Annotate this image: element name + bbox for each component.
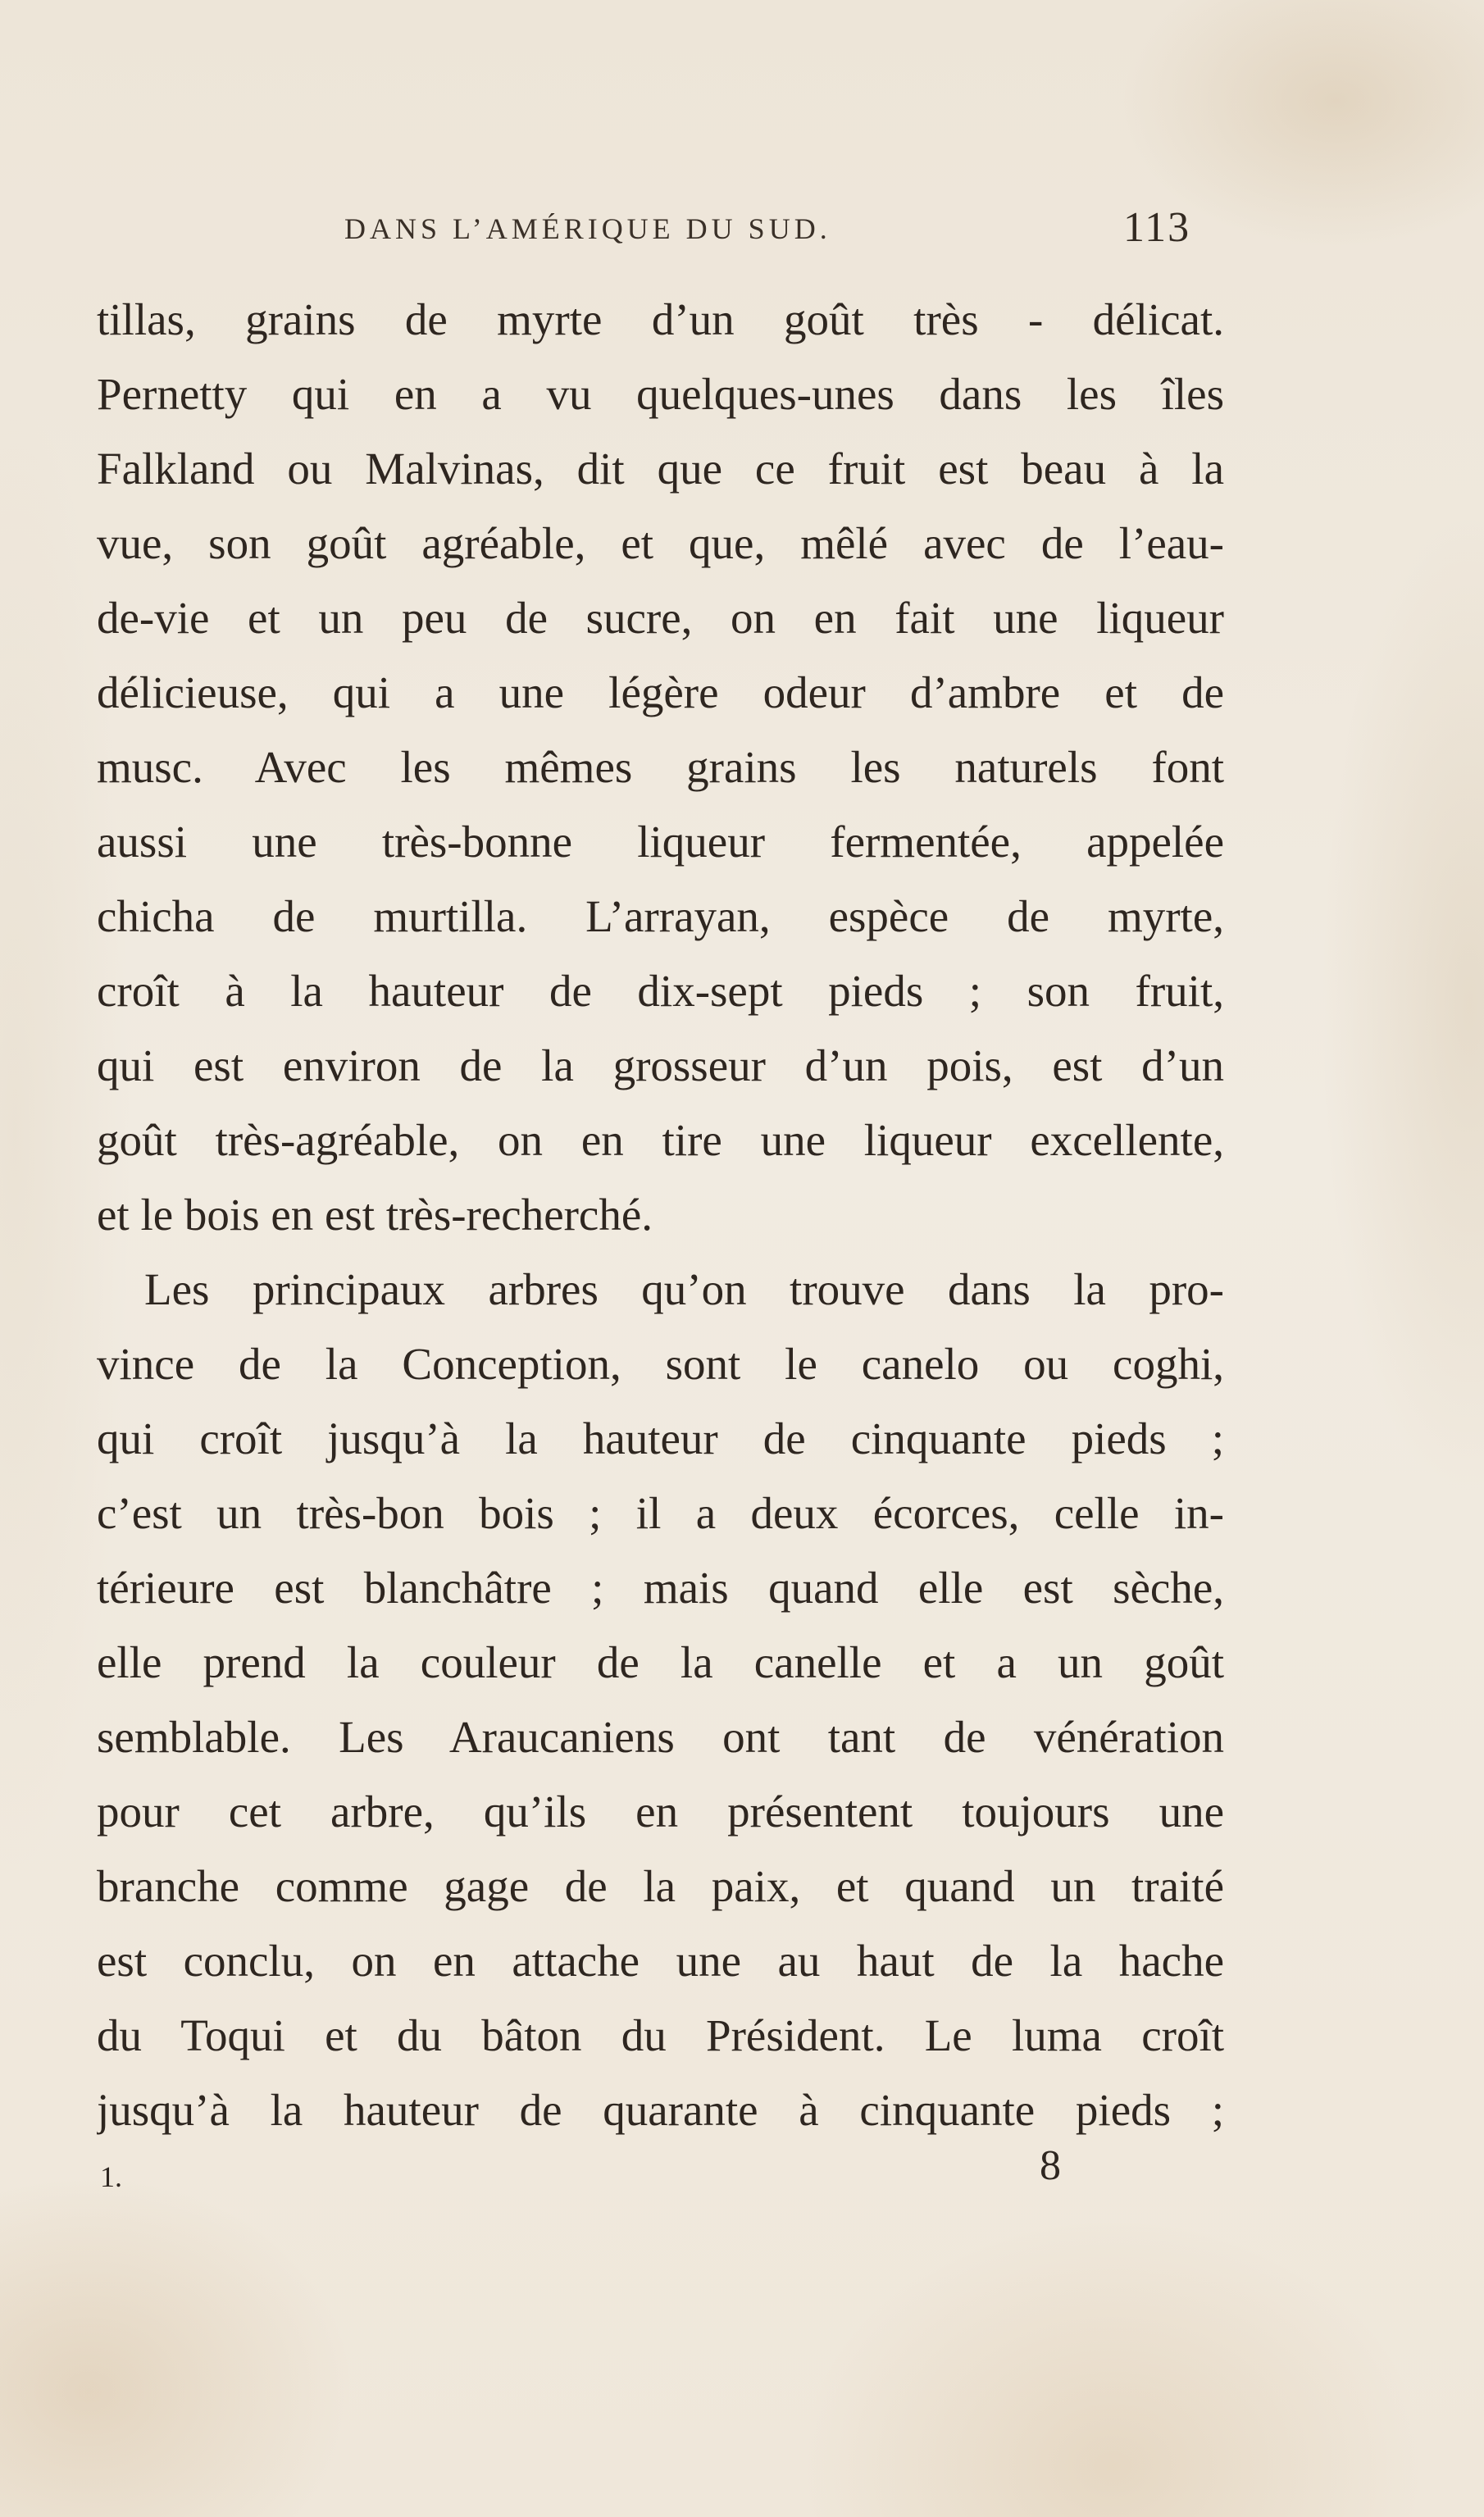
running-head bbox=[0, 203, 1484, 261]
running-head-title: DANS L’AMÉRIQUE DU SUD. bbox=[344, 212, 831, 245]
body-text bbox=[97, 282, 1224, 2147]
text-line: c’est un très-bon bois ; il a deux écorces, celle in- bbox=[97, 1488, 1224, 1538]
signature-number: 8 bbox=[1040, 2142, 1061, 2189]
text-line: du Toqui et du bâton du Président. Le luma croît bbox=[97, 2010, 1224, 2060]
text-line: délicieuse, qui a une légère odeur d’ambre et de bbox=[97, 667, 1224, 717]
page-number: 113 bbox=[1123, 204, 1191, 251]
text-line: est conclu, on en attache une au haut de la hache bbox=[97, 1936, 1224, 1986]
text-line: musc. Avec les mêmes grains les naturels font bbox=[97, 742, 1224, 792]
text-line: tillas, grains de myrte d’un goût très - délicat. bbox=[97, 294, 1224, 344]
text-line: jusqu’à la hauteur de quarante à cinquante pieds ; bbox=[97, 2085, 1224, 2135]
text-line: vue, son goût agréable, et que, mêlé avec de l’eau- bbox=[97, 518, 1224, 568]
text-line: Falkland ou Malvinas, dit que ce fruit est beau à la bbox=[97, 444, 1224, 494]
text-line: vince de la Conception, sont le canelo ou coghi, bbox=[97, 1339, 1224, 1389]
text-line: branche comme gage de la paix, et quand un traité bbox=[97, 1861, 1224, 1911]
text-line: aussi une très-bonne liqueur fermentée, appelée bbox=[97, 817, 1224, 867]
text-line: croît à la hauteur de dix-sept pieds ; son fruit, bbox=[97, 966, 1224, 1016]
text-line: Pernetty qui en a vu quelques-unes dans les îles bbox=[97, 369, 1224, 419]
text-line: chicha de murtilla. L’arrayan, espèce de myrte, bbox=[97, 891, 1224, 941]
text-line: qui est environ de la grosseur d’un pois, est d’un bbox=[97, 1040, 1224, 1090]
text-line: Les principaux arbres qu’on trouve dans la pro- bbox=[144, 1264, 1224, 1314]
text-line: et le bois en est très-recherché. bbox=[97, 1190, 653, 1240]
text-line: elle prend la couleur de la canelle et a un goût bbox=[97, 1637, 1224, 1687]
text-line: pour cet arbre, qu’ils en présentent toujours une bbox=[97, 1786, 1224, 1837]
text-line: qui croît jusqu’à la hauteur de cinquante pieds ; bbox=[97, 1413, 1224, 1463]
text-line: semblable. Les Araucaniens ont tant de vénération bbox=[97, 1712, 1224, 1762]
text-line: goût très-agréable, on en tire une liqueur excellente, bbox=[97, 1115, 1224, 1165]
volume-mark: 1. bbox=[100, 2160, 122, 2193]
page-footer bbox=[0, 2141, 1484, 2199]
text-line: de-vie et un peu de sucre, on en fait une liqueur bbox=[97, 593, 1224, 643]
text-line: térieure est blanchâtre ; mais quand elle est sèche, bbox=[97, 1563, 1224, 1613]
